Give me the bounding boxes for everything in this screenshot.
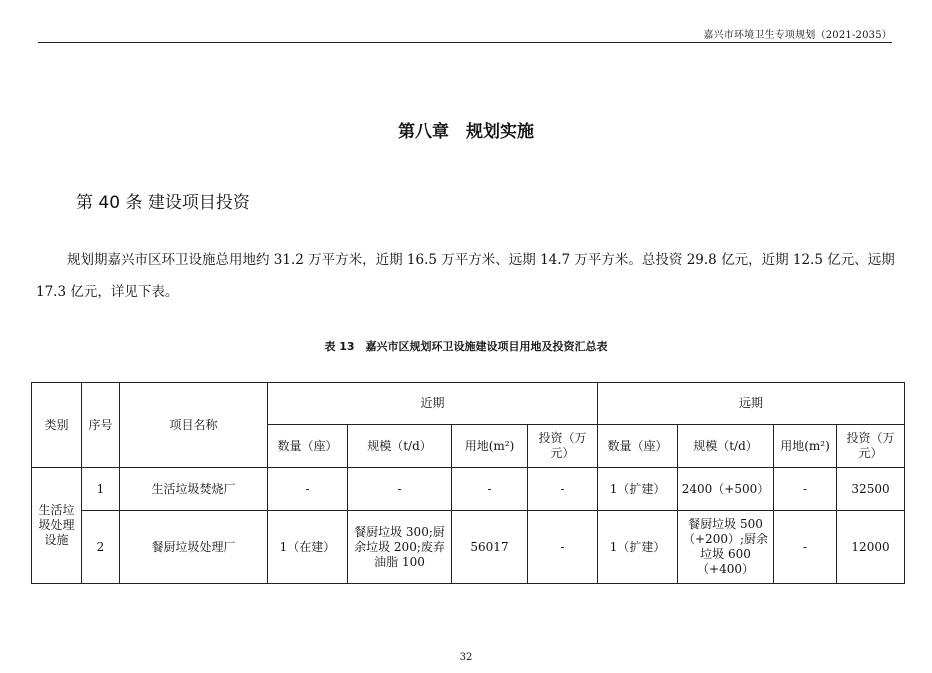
row-seq: 2 <box>82 511 120 584</box>
row-seq: 1 <box>82 468 120 511</box>
header-near-land: 用地(m²) <box>452 425 528 468</box>
row-near-scale: - <box>348 468 452 511</box>
header-seq: 序号 <box>82 383 120 468</box>
row-far-scale: 餐厨垃圾 500（+200）;厨余垃圾 600（+400） <box>678 511 774 584</box>
header-near-scale: 规模（t/d） <box>348 425 452 468</box>
row-far-count: 1（扩建） <box>598 511 678 584</box>
table-caption: 表 13 嘉兴市区规划环卫设施建设项目用地及投资汇总表 <box>324 340 608 353</box>
row-far-count: 1（扩建） <box>598 468 678 511</box>
row-near-invest: - <box>528 511 598 584</box>
row-near-scale: 餐厨垃圾 300;厨余垃圾 200;废弃油脂 100 <box>348 511 452 584</box>
row-near-count: - <box>268 468 348 511</box>
table-row <box>32 511 905 584</box>
row-near-land: 56017 <box>452 511 528 584</box>
row-name: 餐厨垃圾处理厂 <box>120 511 268 584</box>
header-far-count: 数量（座） <box>598 425 678 468</box>
header-category: 类别 <box>32 383 82 468</box>
header-rule <box>38 42 892 43</box>
row-near-invest: - <box>528 468 598 511</box>
table-row <box>32 468 905 511</box>
header-far-scale: 规模（t/d） <box>678 425 774 468</box>
article-title: 第 40 条 建设项目投资 <box>76 193 250 213</box>
row-far-land: - <box>774 468 837 511</box>
row-far-land: - <box>774 511 837 584</box>
header-far-land: 用地(m²) <box>774 425 837 468</box>
investment-table <box>31 382 905 584</box>
page-number: 32 <box>459 652 473 663</box>
row-near-count: 1（在建） <box>268 511 348 584</box>
header-far-term: 远期 <box>598 383 905 425</box>
header-near-invest: 投资（万元） <box>528 425 598 468</box>
row-far-invest: 12000 <box>837 511 905 584</box>
running-header: 嘉兴市环境卫生专项规划（2021-2035） <box>703 30 892 41</box>
body-paragraph: 规划期嘉兴市区环卫设施总用地约 31.2 万平方米，近期 16.5 万平方米、远期 14.7 万平方米。总投资 29.8 亿元，近期 12.5 亿元、远期 17.3 亿元，详见下表。 <box>36 252 895 300</box>
row-name: 生活垃圾焚烧厂 <box>120 468 268 511</box>
header-project-name: 项目名称 <box>120 383 268 468</box>
row-far-scale: 2400（+500） <box>678 468 774 511</box>
chapter-title: 第八章 规划实施 <box>398 122 534 142</box>
header-near-term: 近期 <box>268 383 598 425</box>
header-far-invest: 投资（万元） <box>837 425 905 468</box>
row-near-land: - <box>452 468 528 511</box>
header-near-count: 数量（座） <box>268 425 348 468</box>
category-cell: 生活垃圾处理设施 <box>32 468 82 584</box>
row-far-invest: 32500 <box>837 468 905 511</box>
